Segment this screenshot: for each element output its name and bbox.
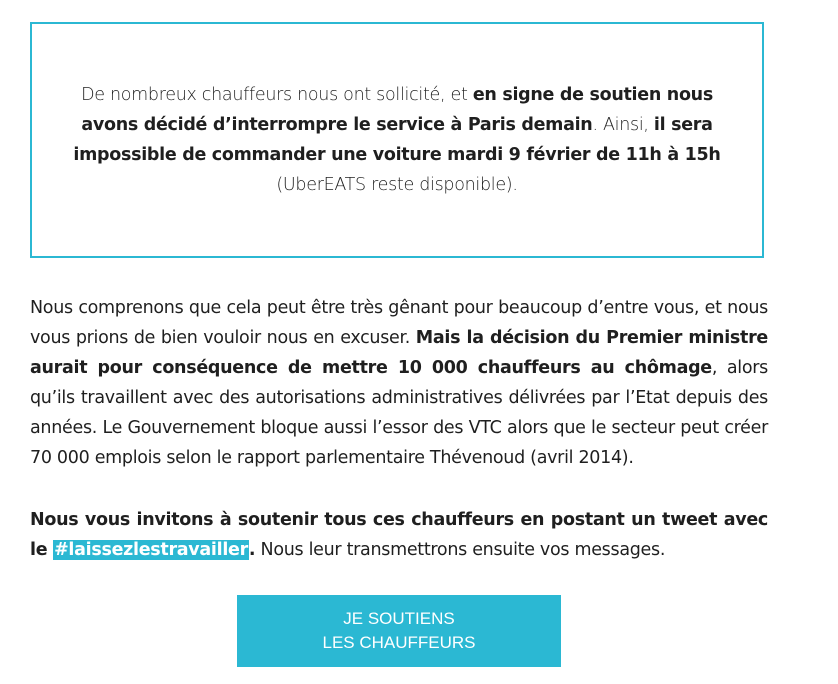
notice-bold-1: en signe de soutien nous avons décidé d’interrompre le service à Paris demain xyxy=(81,85,713,135)
apology-paragraph xyxy=(30,293,768,473)
support-button-line-1: JE SOUTIENS xyxy=(343,609,455,628)
apology-text-1: Nous comprenons que cela peut être très gênant pour beaucoup d’entre vous, et nous vous prions de bien vouloir nous en excuser. xyxy=(30,298,768,348)
invitation-bold-2: . xyxy=(248,540,256,560)
invitation-bold-1: Nous vous invitons à soutenir tous ces chauffeurs en postant un tweet avec le xyxy=(30,510,768,560)
invitation-text-1: Nous leur transmettrons ensuite vos messages. xyxy=(255,540,666,560)
support-button-line-2: LES CHAUFFEURS xyxy=(322,633,476,652)
apology-text-2: , alors qu’ils travaillent avec des autorisations administratives délivrées par l’Etat depuis des années. Le Gouvernement bloque aussi l’essor des VTC alors que le secteur peut créer 70 000 emplois selon le rapport parlementaire Thévenoud (avril 2014). xyxy=(30,358,768,468)
notice-text-2: . Ainsi, xyxy=(592,115,654,135)
support-drivers-button[interactable] xyxy=(237,595,561,667)
invitation-paragraph xyxy=(30,505,768,565)
notice-text xyxy=(52,80,742,200)
notice-box xyxy=(30,22,764,258)
apology-bold-1: Mais la décision du Premier ministre aurait pour conséquence de mettre 10 000 chauffeurs au chômage xyxy=(30,328,768,378)
notice-bold-2: il sera impossible de commander une voiture mardi 9 février de 11h à 15h xyxy=(73,115,721,165)
hashtag-link[interactable]: #laissezlestravailler xyxy=(54,540,248,560)
notice-text-3: (UberEATS reste disponible). xyxy=(276,175,518,195)
notice-text-1: De nombreux chauffeurs nous ont sollicité, et xyxy=(81,85,473,105)
